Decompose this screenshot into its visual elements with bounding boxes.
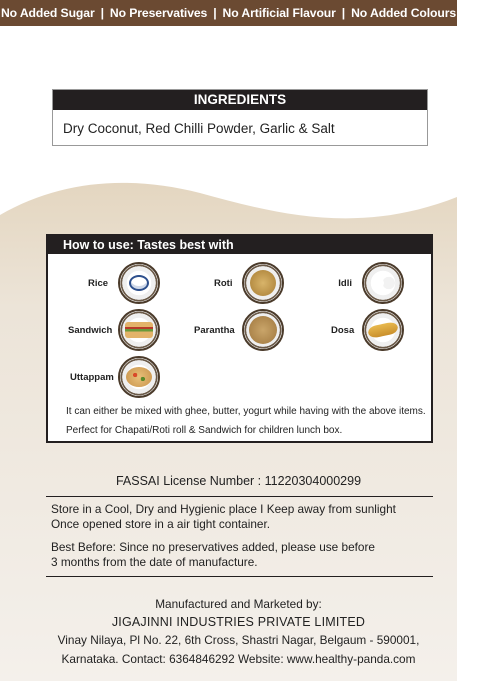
divider bbox=[46, 576, 433, 577]
food-label-parantha: Parantha bbox=[194, 324, 235, 336]
claim-separator: | bbox=[100, 6, 104, 20]
usage-note-2: Perfect for Chapati/Roti roll & Sandwich for children lunch box. bbox=[66, 425, 343, 436]
sandwich-plate-icon bbox=[118, 309, 160, 351]
food-label-dosa: Dosa bbox=[331, 324, 355, 336]
storage-line-1: Store in a Cool, Dry and Hygienic place I Keep away from sunlight bbox=[51, 502, 396, 516]
claim-separator: | bbox=[213, 6, 217, 20]
how-to-use-box bbox=[46, 234, 433, 443]
food-label-rice: Rice bbox=[88, 277, 109, 289]
food-label-idli: Idli bbox=[338, 277, 352, 289]
best-before-line-2: 3 months from the date of manufacture. bbox=[51, 555, 258, 569]
food-item-uttappam bbox=[70, 356, 160, 398]
claim-no-preservatives: No Preservatives bbox=[109, 6, 208, 20]
food-label-uttappam: Uttappam bbox=[70, 371, 114, 383]
food-item-dosa bbox=[331, 309, 404, 351]
how-to-use-title: How to use: Tastes best with bbox=[48, 236, 431, 254]
roti-plate-icon bbox=[242, 262, 284, 304]
address-line-1: Vinay Nilaya, Pl No. 22, 6th Cross, Shastri Nagar, Belgaum - 590001, bbox=[57, 633, 420, 647]
idli-plate-icon bbox=[362, 262, 404, 304]
address-line-2: Karnataka. Contact: 6364846292 Website: www.healthy-panda.com bbox=[61, 652, 416, 666]
divider bbox=[46, 496, 433, 497]
ingredients-box bbox=[52, 89, 428, 146]
rice-plate-icon bbox=[118, 262, 160, 304]
ingredients-text: Dry Coconut, Red Chilli Powder, Garlic & Salt bbox=[63, 121, 335, 136]
storage-line-2: Once opened store in a air tight container. bbox=[51, 517, 271, 531]
food-item-sandwich bbox=[68, 309, 160, 351]
claims-bar bbox=[0, 0, 457, 26]
ingredients-title: INGREDIENTS bbox=[53, 90, 427, 110]
usage-note-1: It can either be mixed with ghee, butter, yogurt while having with the above items. bbox=[66, 406, 426, 417]
food-item-roti bbox=[214, 262, 284, 304]
best-before-line-1: Best Before: Since no preservatives added, please use before bbox=[51, 540, 375, 554]
food-item-parantha bbox=[194, 309, 284, 351]
fassai-license: FASSAI License Number : 11220304000299 bbox=[115, 474, 362, 488]
food-item-rice bbox=[88, 262, 160, 304]
company-name: JIGAJINNI INDUSTRIES PRIVATE LIMITED bbox=[111, 615, 366, 629]
dosa-plate-icon bbox=[362, 309, 404, 351]
food-label-sandwich: Sandwich bbox=[68, 324, 113, 336]
claim-no-added-colours: No Added Colours bbox=[351, 6, 457, 20]
claim-separator: | bbox=[341, 6, 346, 20]
manufacturer-label: Manufactured and Marketed by: bbox=[155, 597, 322, 611]
parantha-plate-icon bbox=[242, 309, 284, 351]
uttappam-plate-icon bbox=[118, 356, 160, 398]
food-label-roti: Roti bbox=[214, 277, 233, 289]
food-item-idli bbox=[334, 262, 404, 304]
claim-no-artificial-flavour: No Artificial Flavour bbox=[222, 6, 336, 20]
claim-no-added-sugar: No Added Sugar bbox=[0, 6, 95, 20]
